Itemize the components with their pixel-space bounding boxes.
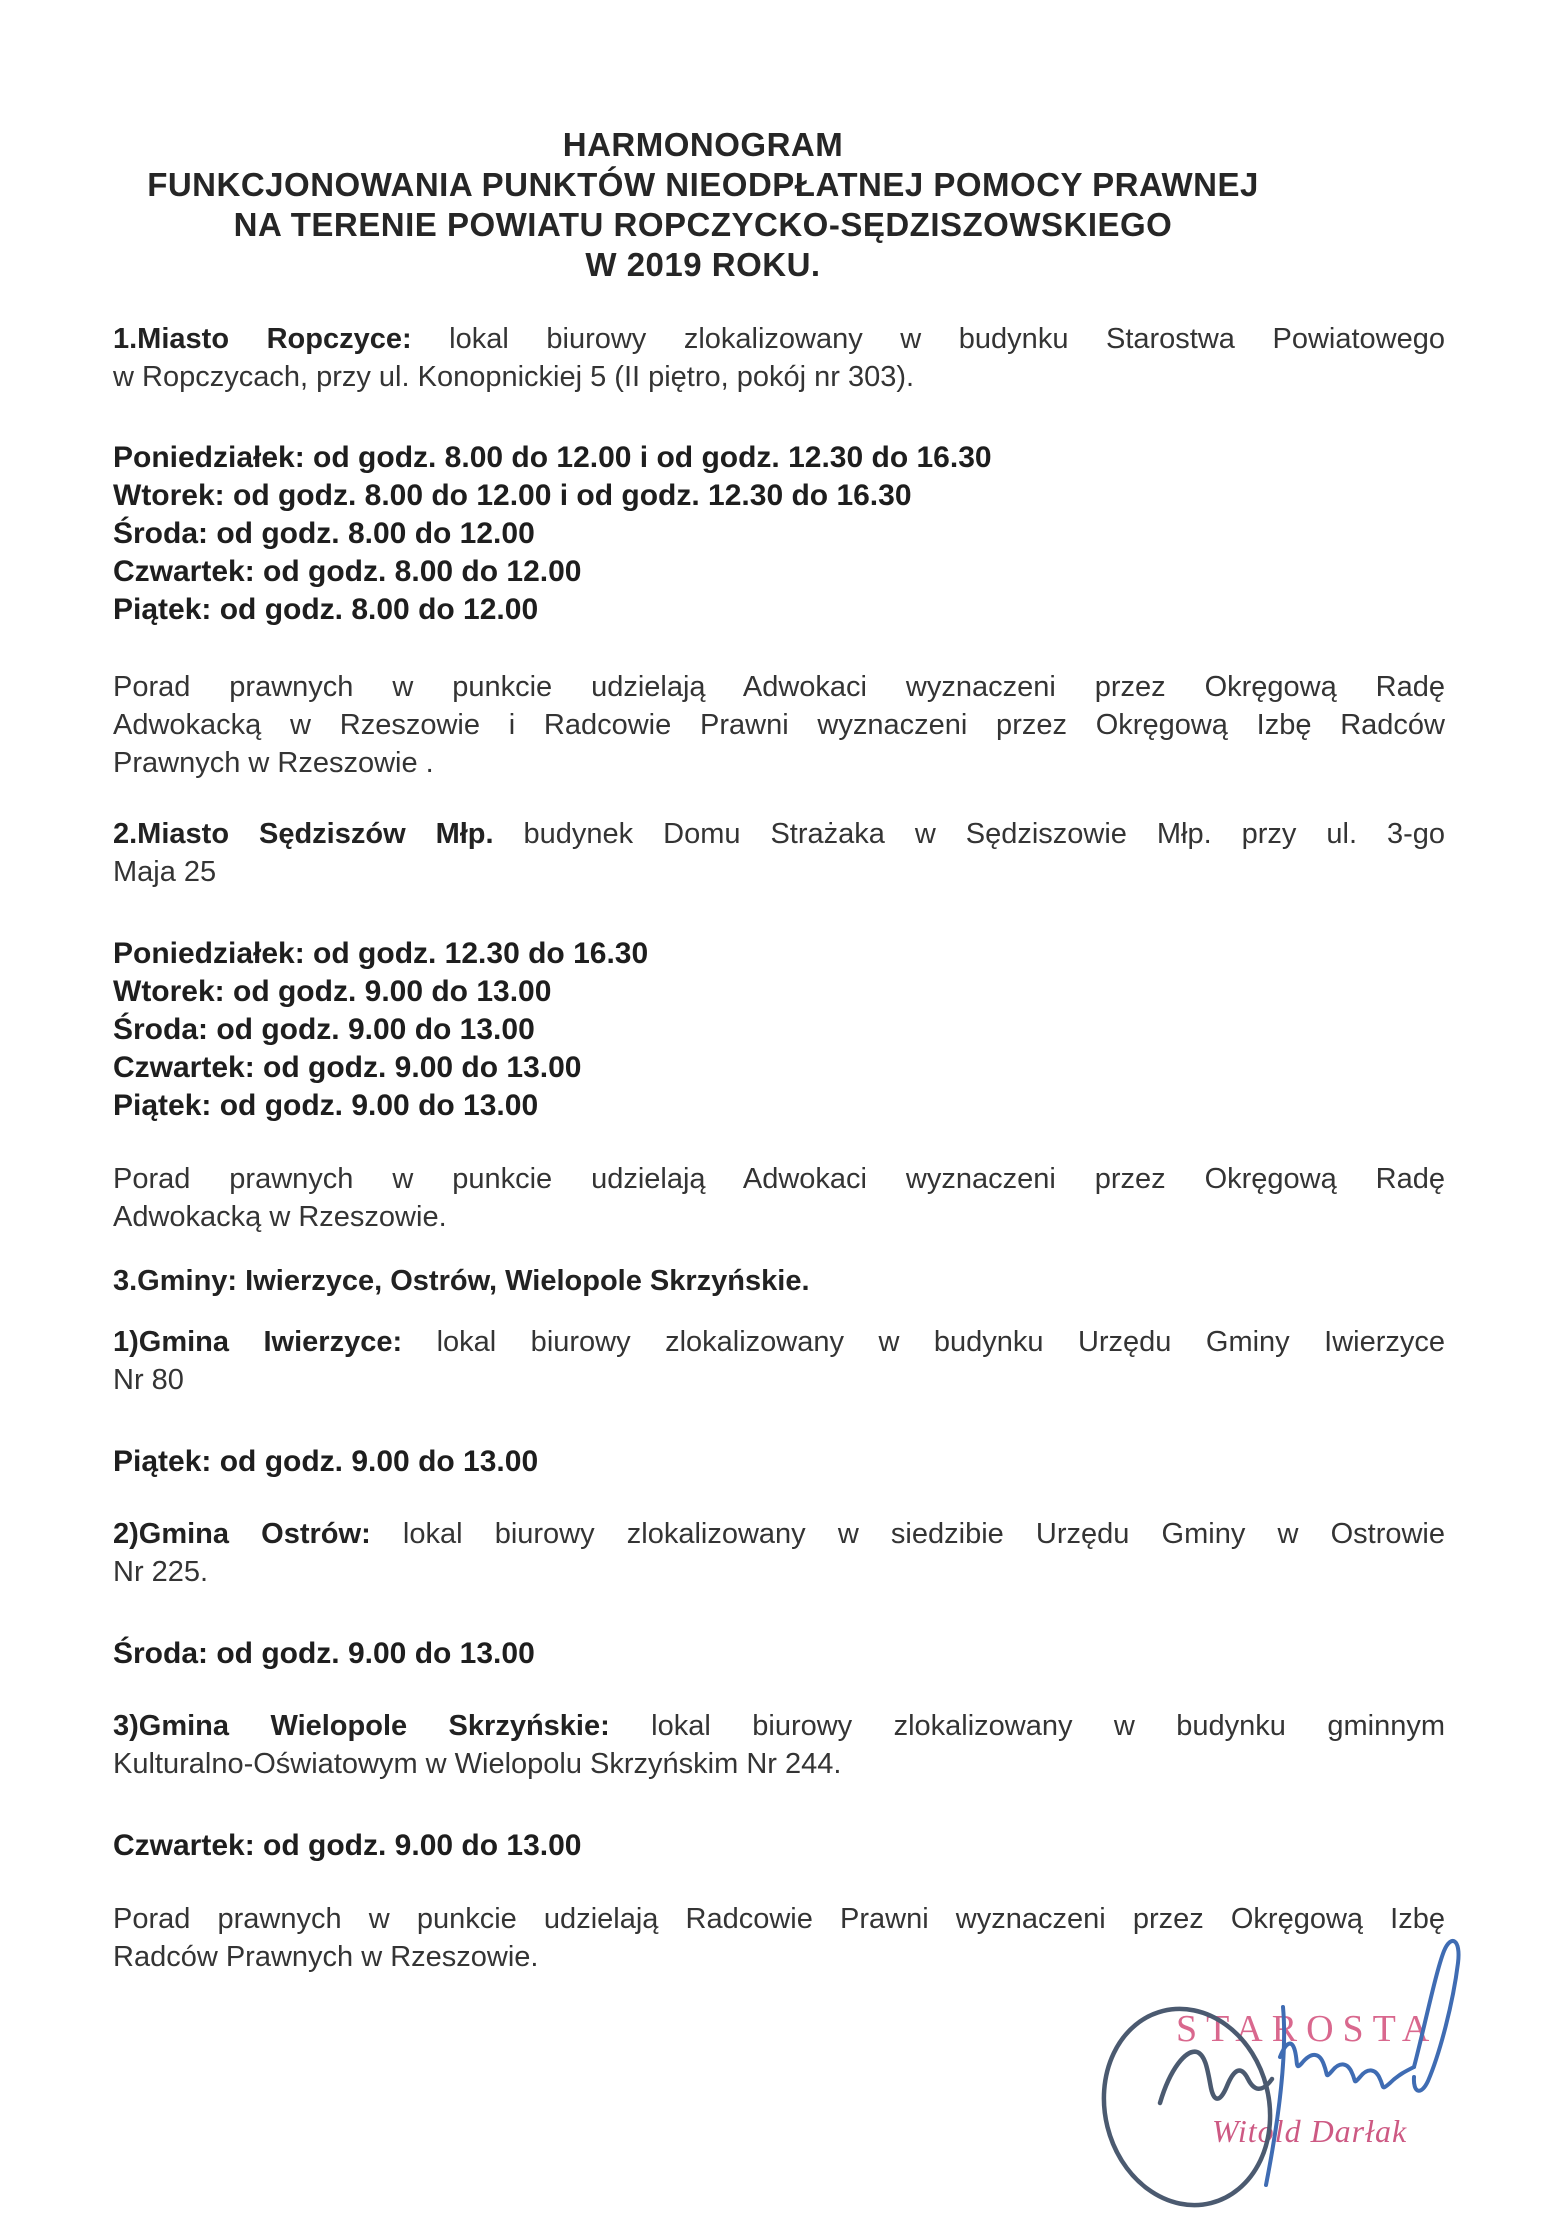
schedule-line: Środa: od godz. 8.00 do 12.00 <box>113 517 535 550</box>
section-3-title: 3.Gminy: Iwierzyce, Ostrów, Wielopole Skrzyńskie. <box>113 1265 810 1297</box>
schedule-line: Wtorek: od godz. 8.00 do 12.00 i od godz. 12.30 do 16.30 <box>113 479 912 512</box>
signature-area <box>1040 1855 1520 2216</box>
signature-squiggle-stroke <box>1280 2044 1414 2088</box>
section-3-heading <box>113 1262 1445 1300</box>
subsection-1-line-2: Nr 80 <box>113 1364 184 1396</box>
subsection-3-rest: lokal biurowy zlokalizowany w budynku gminnym <box>609 1710 1445 1742</box>
schedule-line: Czwartek: od godz. 8.00 do 12.00 <box>113 555 582 588</box>
section-2-note <box>113 1160 1445 1236</box>
schedule-line: Piątek: od godz. 8.00 do 12.00 <box>113 593 539 626</box>
subsection-iwierzyce <box>113 1323 1445 1399</box>
schedule-line: Czwartek: od godz. 9.00 do 13.00 <box>113 1829 582 1862</box>
section-2-heading <box>113 815 1445 891</box>
schedule-line: Poniedziałek: od godz. 8.00 do 12.00 i od godz. 12.30 do 16.30 <box>113 441 992 474</box>
note-line: Prawnych w Rzeszowie . <box>113 747 434 779</box>
subsection-2-line-2: Nr 225. <box>113 1556 209 1588</box>
signature-oval-stroke <box>1083 1991 1290 2216</box>
schedule-line: Piątek: od godz. 9.00 do 13.00 <box>113 1089 539 1122</box>
note-line: Radców Prawnych w Rzeszowie. <box>113 1941 539 1973</box>
subsection-2-lead: 2)Gmina Ostrów: <box>113 1518 371 1550</box>
section-2-rest: budynek Domu Strażaka w Sędziszowie Młp. przy ul. 3-go <box>493 818 1445 850</box>
section-2-line-2: Maja 25 <box>113 856 217 888</box>
subsection-1-rest: lokal biurowy zlokalizowany w budynku Urzędu Gminy Iwierzyce <box>402 1326 1446 1358</box>
title-line-4: W 2019 ROKU. <box>585 246 821 283</box>
subsection-3-line-2: Kulturalno-Oświatowym w Wielopolu Skrzyńskim Nr 244. <box>113 1748 842 1780</box>
document-title-block <box>113 125 1293 285</box>
section-1-lead: 1.Miasto Ropczyce: <box>113 323 412 355</box>
schedule-line: Piątek: od godz. 9.00 do 13.00 <box>113 1445 539 1478</box>
section-2-lead: 2.Miasto Sędziszów Młp. <box>113 818 494 850</box>
section-1-heading <box>113 320 1445 396</box>
section-1-line-2: w Ropczycach, przy ul. Konopnickiej 5 (II piętro, pokój nr 303). <box>113 361 915 393</box>
subsection-wielopole <box>113 1707 1445 1783</box>
subsection-1-lead: 1)Gmina Iwierzyce: <box>113 1326 403 1358</box>
schedule-line: Środa: od godz. 9.00 do 13.00 <box>113 1013 535 1046</box>
subsection-3-lead: 3)Gmina Wielopole Skrzyńskie: <box>113 1710 610 1742</box>
schedule-line: Środa: od godz. 9.00 do 13.00 <box>113 1637 535 1670</box>
section-2-schedule <box>113 935 1445 1125</box>
note-line: Adwokacką w Rzeszowie. <box>113 1201 447 1233</box>
section-1-schedule <box>113 439 1445 629</box>
signature-ink <box>1040 1855 1520 2216</box>
title-line-2: FUNKCJONOWANIA PUNKTÓW NIEODPŁATNEJ POMOCY PRAWNEJ <box>147 166 1259 203</box>
section-1-note <box>113 668 1445 782</box>
signature-loop-stroke <box>1414 1941 1459 2091</box>
note-line: Porad prawnych w punkcie udzielają Radcowie Prawni wyznaczeni przez Okręgową Izbę <box>113 1903 1445 1935</box>
note-line: Adwokacką w Rzeszowie i Radcowie Prawni wyznaczeni przez Okręgową Izbę Radców <box>113 709 1445 741</box>
schedule-line: Wtorek: od godz. 9.00 do 13.00 <box>113 975 552 1008</box>
stamp-name: Witold Darłak <box>1212 2113 1408 2149</box>
note-line: Porad prawnych w punkcie udzielają Adwokaci wyznaczeni przez Okręgową Radę <box>113 1163 1445 1195</box>
title-line-3: NA TERENIE POWIATU ROPCZYCKO-SĘDZISZOWSKIEGO <box>233 206 1173 243</box>
title-line-1: HARMONOGRAM <box>562 126 844 163</box>
subsection-2-rest: lokal biurowy zlokalizowany w siedzibie Urzędu Gminy w Ostrowie <box>370 1518 1445 1550</box>
section-1-rest: lokal biurowy zlokalizowany w budynku Starostwa Powiatowego <box>411 323 1445 355</box>
schedule-line: Poniedziałek: od godz. 12.30 do 16.30 <box>113 937 649 970</box>
stamp-title: STAROSTA <box>1176 2008 1439 2050</box>
note-line: Porad prawnych w punkcie udzielają Adwokaci wyznaczeni przez Okręgową Radę <box>113 671 1445 703</box>
schedule-line: Czwartek: od godz. 9.00 do 13.00 <box>113 1051 582 1084</box>
subsection-ostrow <box>113 1515 1445 1591</box>
